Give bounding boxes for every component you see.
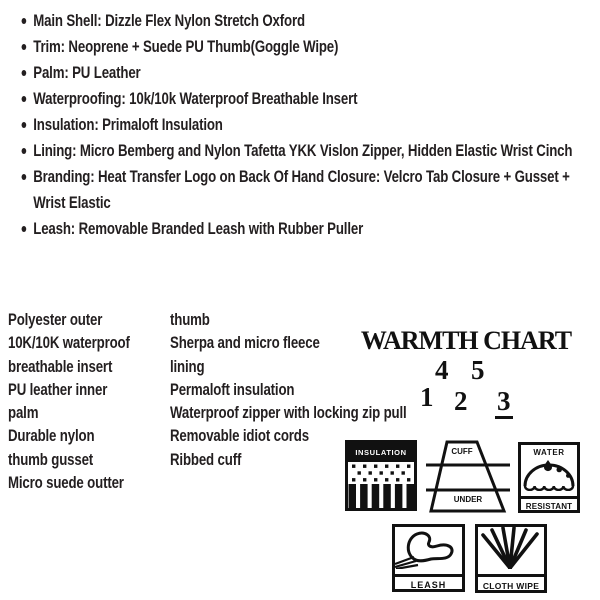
feature-line: Removable idiot cords bbox=[170, 426, 309, 446]
cuff-under-icon bbox=[426, 438, 510, 514]
spec-bullet: Trim: Neoprene + Suede PU Thumb(Goggle Wipe) bbox=[20, 34, 578, 60]
warmth-chart-title: WARMTH CHART bbox=[360, 326, 572, 355]
spec-bullet: Lining: Micro Bemberg and Nylon Tafetta YKK Vislon Zipper, Hidden Elastic Wrist Cinch bbox=[20, 138, 578, 164]
spec-bullet: Palm: PU Leather bbox=[20, 60, 578, 86]
feature-line: Ribbed cuff bbox=[170, 449, 242, 469]
spec-bullet: Main Shell: Dizzle Flex Nylon Stretch Oxford bbox=[20, 8, 578, 34]
warmth-level-4: 4 bbox=[435, 355, 449, 385]
leash-cord-graphic bbox=[395, 527, 462, 569]
feature-line: 10K/10K waterproof bbox=[8, 333, 130, 353]
feature-line: thumb bbox=[170, 310, 210, 329]
feature-line: Polyester outer bbox=[8, 310, 103, 329]
feature-line: breathable insert bbox=[8, 356, 113, 376]
feature-line: Durable nylon bbox=[8, 426, 95, 446]
water-icon-label: WATER bbox=[533, 448, 565, 457]
spec-bullet: Insulation: Primaloft Insulation bbox=[20, 112, 578, 138]
cuff-icon-label: CUFF bbox=[451, 447, 473, 456]
feature-line: PU leather inner bbox=[8, 379, 108, 399]
under-icon-label: UNDER bbox=[453, 495, 483, 504]
insulation-icon bbox=[345, 440, 417, 511]
feature-line: thumb gusset bbox=[8, 449, 94, 469]
cloth-wipe-icon-label: CLOTH WIPE bbox=[482, 581, 540, 591]
spec-bullet: Leash: Removable Branded Leash with Rubber Puller bbox=[20, 216, 578, 242]
spec-bullet: Branding: Heat Transfer Logo on Back Of Hand Closure: Velcro Tab Closure + Gusset + Wrist Elastic bbox=[20, 164, 578, 216]
feature-line: Micro suede outter bbox=[8, 473, 124, 493]
insulation-bars-pattern bbox=[348, 484, 414, 508]
insulation-icon-label: INSULATION bbox=[348, 443, 414, 462]
water-dome-graphic bbox=[521, 459, 577, 491]
cloth-wipe-icon bbox=[475, 524, 547, 593]
warmth-level-2: 2 bbox=[454, 386, 468, 416]
water-resistant-icon bbox=[518, 442, 580, 513]
feature-line: lining bbox=[170, 356, 205, 376]
warmth-level-5: 5 bbox=[471, 355, 485, 385]
feature-line: Sherpa and micro fleece bbox=[170, 333, 320, 353]
spec-bullet-list bbox=[20, 8, 578, 242]
spec-bullet: Waterproofing: 10k/10k Waterproof Breathable Insert bbox=[20, 86, 578, 112]
leash-icon bbox=[392, 524, 465, 592]
feature-line: Waterproof zipper with locking zip pull bbox=[170, 403, 407, 423]
leash-icon-label: LEASH bbox=[410, 580, 447, 590]
warmth-level-1: 1 bbox=[420, 382, 434, 412]
feature-column-left bbox=[8, 308, 130, 494]
resistant-icon-label: RESISTANT bbox=[525, 502, 573, 511]
feature-line: Permaloft insulation bbox=[170, 379, 295, 399]
insulation-dots-pattern bbox=[348, 462, 414, 484]
cloth-wipe-fan-graphic bbox=[478, 527, 544, 569]
feature-line: palm bbox=[8, 403, 39, 423]
warmth-level-3-selected: 3 bbox=[495, 388, 513, 419]
